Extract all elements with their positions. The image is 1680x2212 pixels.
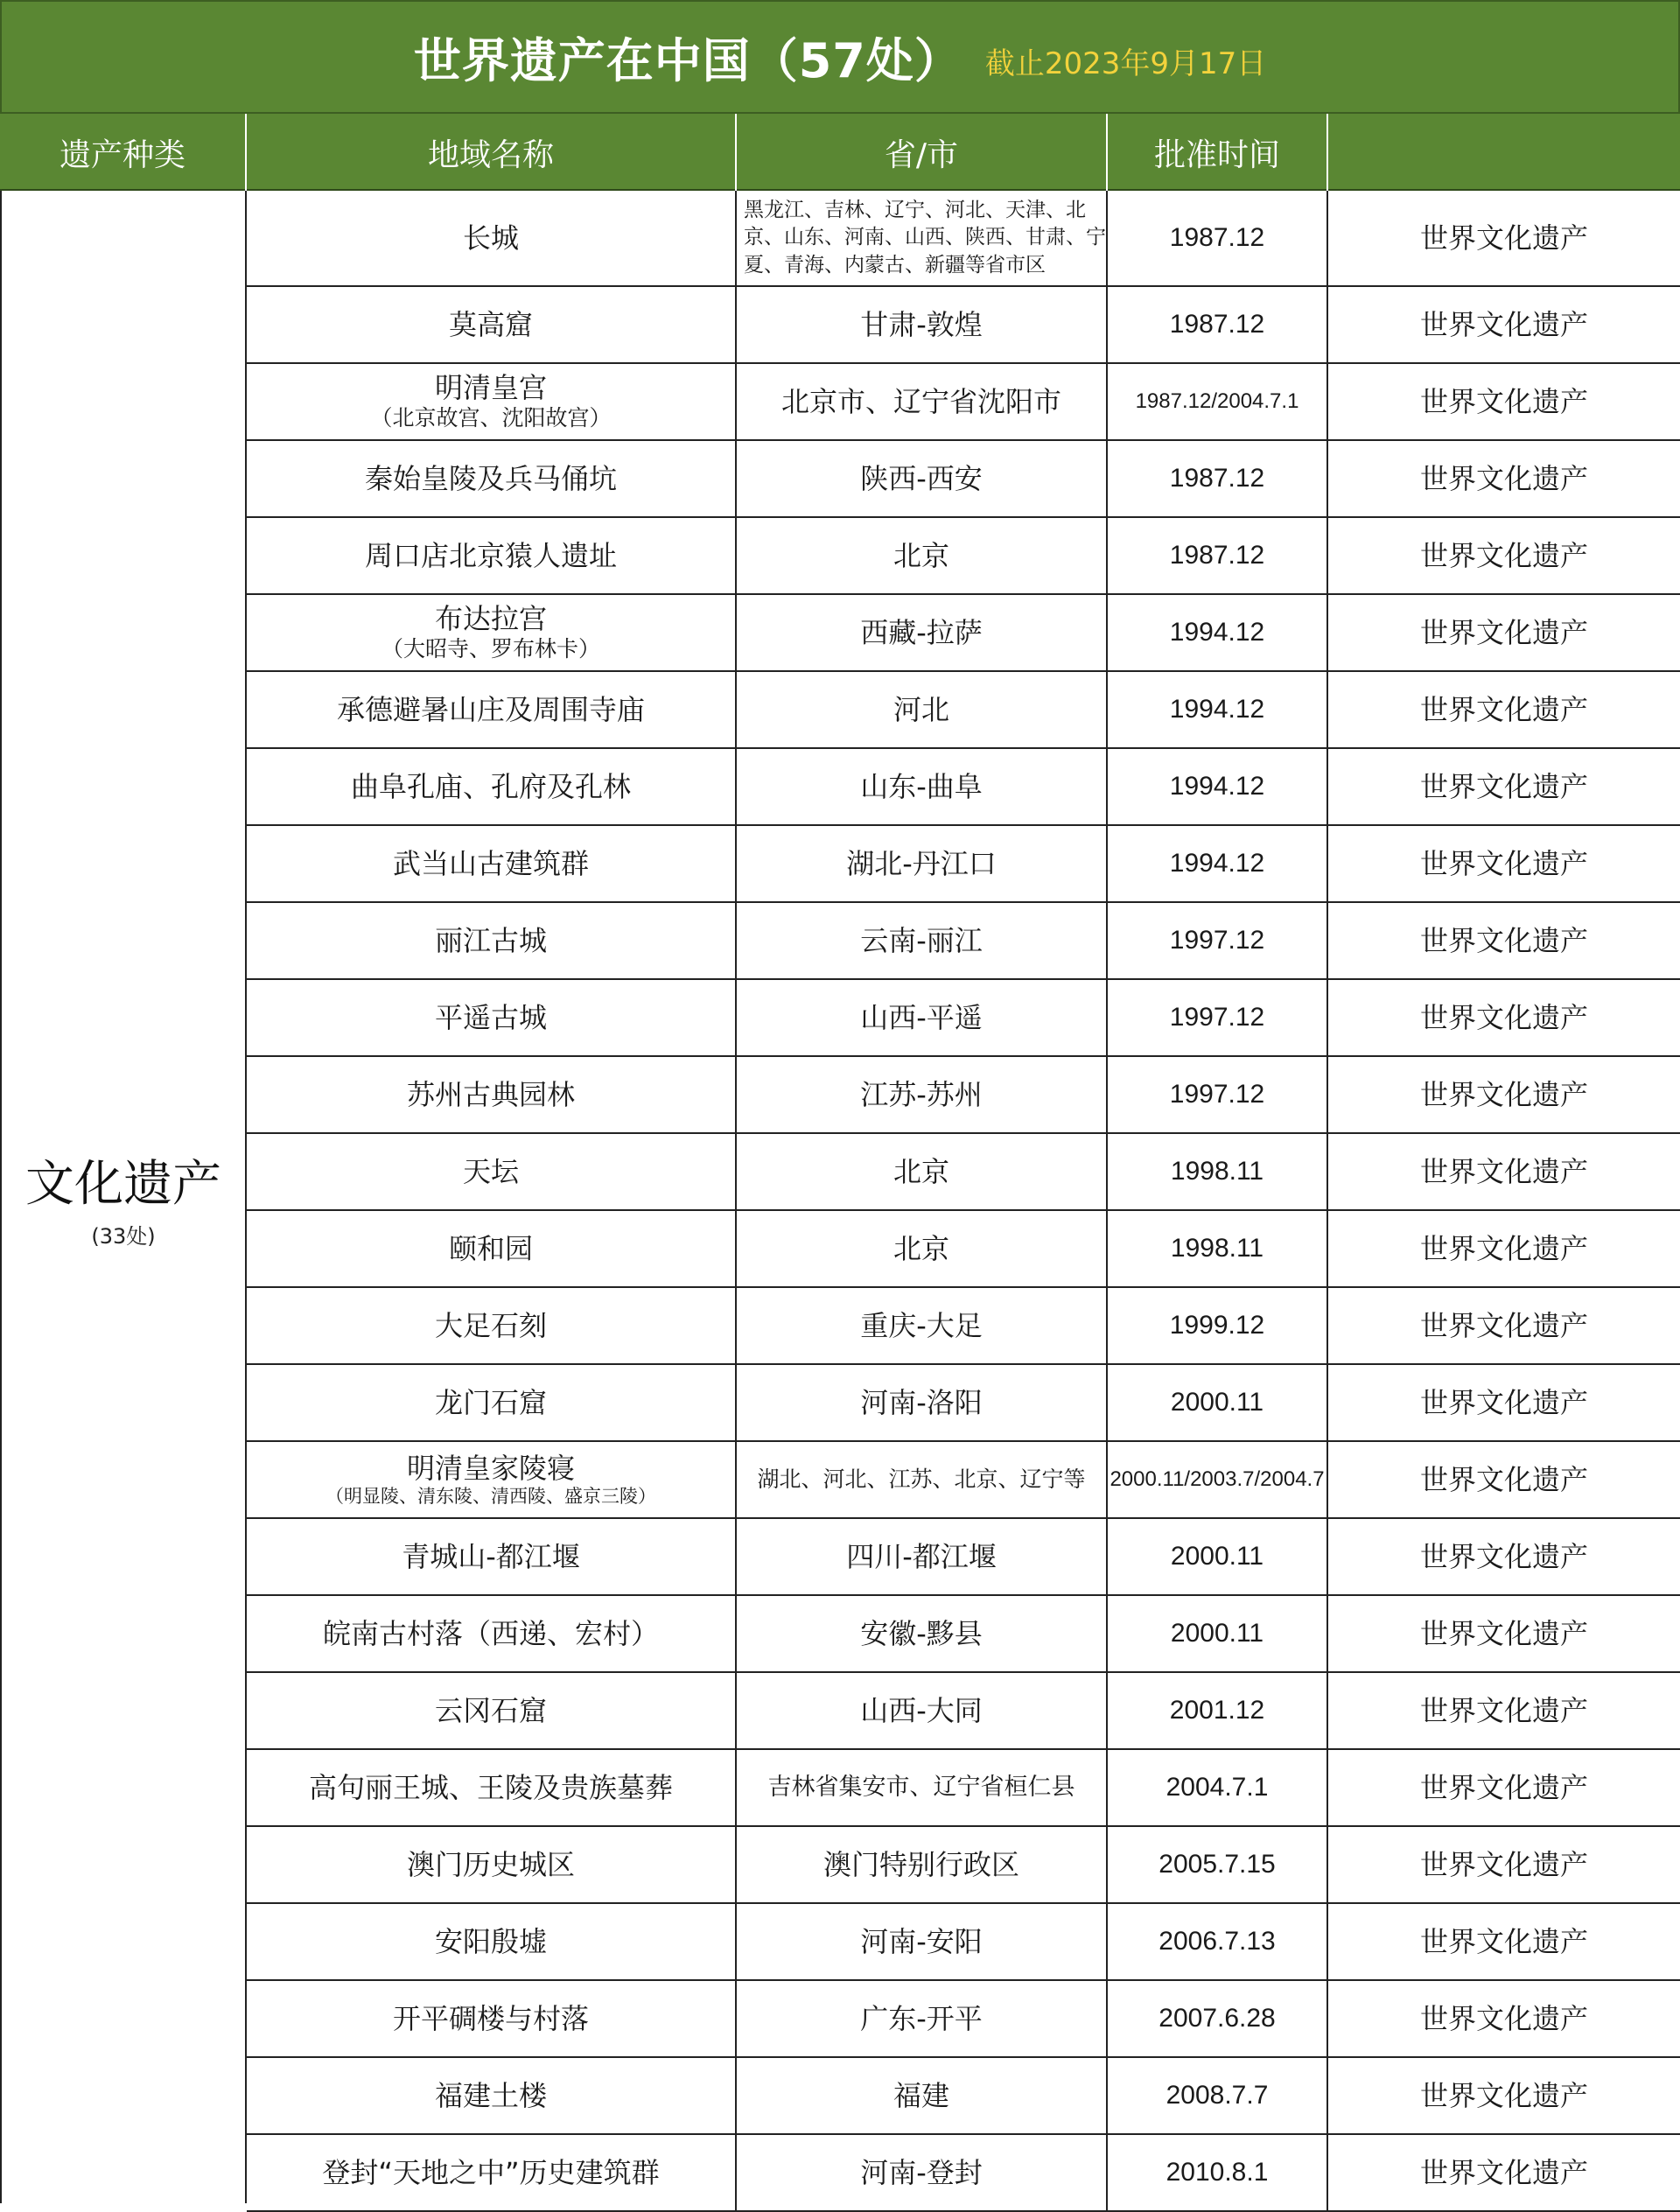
approval-date: 2010.8.1: [1166, 2157, 1269, 2187]
site-name: 丽江古城: [434, 923, 547, 957]
heritage-type: 世界文化遗产: [1419, 538, 1588, 572]
approval-date: 1998.11: [1170, 1156, 1264, 1186]
heritage-type: 世界文化遗产: [1419, 1154, 1588, 1188]
province: 吉林省集安市、辽宁省桓仁县: [767, 1774, 1075, 1802]
heritage-type: 世界文化遗产: [1419, 769, 1588, 803]
site-name-cell: [247, 191, 737, 285]
table-row: [247, 595, 1680, 672]
heritage-type: 世界文化遗产: [1419, 692, 1588, 726]
table-row: [247, 518, 1680, 595]
site-subname: （明显陵、清东陵、清西陵、盛京三陵）: [326, 1486, 656, 1508]
approval-date: 2001.12: [1169, 1695, 1265, 1725]
heritage-type: 世界文化遗产: [1419, 2001, 1588, 2035]
province: 西藏-拉萨: [860, 615, 983, 649]
site-name: 登封“天地之中”历史建筑群: [322, 2155, 660, 2189]
heritage-table: [247, 191, 1680, 2212]
province: 北京: [892, 538, 949, 572]
province: 河北: [892, 692, 949, 726]
type-cell: [1328, 191, 1680, 285]
category-name: 文化遗产: [25, 1155, 221, 1213]
table-row: [247, 1827, 1680, 1904]
heritage-type: 世界文化遗产: [1419, 1308, 1588, 1342]
heritage-type: 世界文化遗产: [1419, 1385, 1588, 1419]
province: 北京市、辽宁省沈阳市: [780, 384, 1061, 418]
date-cell: [1108, 191, 1328, 285]
category-cell: [0, 191, 247, 2203]
approval-date: 1994.12: [1169, 617, 1265, 647]
table-row: [247, 287, 1680, 364]
table-row: [247, 672, 1680, 749]
site-name: 龙门石窟: [434, 1385, 547, 1419]
site-name: 天坛: [462, 1154, 519, 1188]
approval-date: 2005.7.15: [1158, 1849, 1276, 1879]
approval-date: 2000.11: [1170, 1618, 1264, 1648]
table-row: [247, 1134, 1680, 1211]
site-name: 安阳殷墟: [434, 1924, 547, 1958]
table-row: [247, 1981, 1680, 2058]
site-name: 长城: [462, 220, 519, 255]
site-name: 莫高窟: [448, 307, 533, 341]
province: 河南-登封: [860, 2155, 983, 2189]
site-name: 云冈石窟: [434, 1693, 547, 1727]
table-row: [247, 826, 1680, 903]
province: 云南-丽江: [860, 923, 983, 957]
approval-date: 1987.12: [1169, 463, 1265, 493]
site-name: 平遥古城: [434, 1000, 547, 1034]
province: 安徽-黟县: [860, 1616, 983, 1650]
province: 山西-大同: [860, 1693, 983, 1727]
province: 河南-安阳: [860, 1924, 983, 1958]
province: 北京: [892, 1231, 949, 1265]
site-name: 布达拉宫: [434, 602, 547, 636]
province: 黑龙江、吉林、辽宁、河北、天津、北京、山东、河南、山西、陕西、甘肃、宁夏、青海、内蒙古、新疆等省市区: [744, 199, 1106, 276]
title-bar: [0, 0, 1680, 114]
province: 陕西-西安: [860, 461, 983, 495]
approval-date: 1999.12: [1169, 1310, 1265, 1340]
site-name: 颐和园: [448, 1231, 533, 1265]
header-category: 遗产种类: [0, 114, 247, 191]
heritage-type: 世界文化遗产: [1419, 220, 1588, 255]
table-row: [247, 1904, 1680, 1981]
heritage-type: 世界文化遗产: [1419, 1539, 1588, 1573]
heritage-type: 世界文化遗产: [1419, 307, 1588, 341]
table-row: [247, 980, 1680, 1057]
province: 重庆-大足: [860, 1308, 983, 1342]
site-name: 武当山古建筑群: [392, 846, 589, 880]
table-row: [247, 1442, 1680, 1519]
approval-date: 1987.12/2004.7.1: [1135, 389, 1299, 414]
approval-date: 1994.12: [1169, 848, 1265, 878]
approval-date: 1994.12: [1169, 694, 1265, 724]
heritage-type: 世界文化遗产: [1419, 1077, 1588, 1111]
site-name: 大足石刻: [434, 1308, 547, 1342]
site-name: 秦始皇陵及兵马俑坑: [364, 461, 617, 495]
table-row: [247, 364, 1680, 441]
heritage-type: 世界文化遗产: [1419, 2155, 1588, 2189]
heritage-type: 世界文化遗产: [1419, 1693, 1588, 1727]
province: 山东-曲阜: [860, 769, 983, 803]
approval-date: 2007.6.28: [1158, 2003, 1276, 2033]
site-name: 承德避暑山庄及周围寺庙: [336, 692, 645, 726]
table-row: [247, 1365, 1680, 1442]
province: 四川-都江堰: [846, 1539, 997, 1573]
approval-date: 2000.11: [1170, 1387, 1264, 1417]
approval-date: 1987.12: [1169, 222, 1265, 252]
site-name: 高句丽王城、王陵及贵族墓葬: [308, 1770, 673, 1804]
heritage-type: 世界文化遗产: [1419, 923, 1588, 957]
table-row: [247, 903, 1680, 980]
province: 河南-洛阳: [860, 1385, 983, 1419]
table-row: [247, 1211, 1680, 1288]
site-name: 曲阜孔庙、孔府及孔林: [350, 769, 631, 803]
province: 山西-平遥: [860, 1000, 983, 1034]
province: 福建: [892, 2078, 949, 2112]
heritage-type: 世界文化遗产: [1419, 1231, 1588, 1265]
approval-date: 1987.12: [1169, 540, 1265, 570]
site-subname: （大昭寺、罗布林卡）: [381, 636, 600, 662]
approval-date: 2008.7.7: [1166, 2080, 1269, 2110]
province: 澳门特别行政区: [822, 1847, 1019, 1881]
heritage-type: 世界文化遗产: [1419, 1616, 1588, 1650]
table-row: [247, 441, 1680, 518]
site-name: 周口店北京猿人遗址: [364, 538, 617, 572]
table-row: [247, 1057, 1680, 1134]
approval-date: 1987.12: [1169, 309, 1265, 339]
province: 广东-开平: [860, 2001, 983, 2035]
approval-date: 1997.12: [1169, 925, 1265, 955]
heritage-type: 世界文化遗产: [1419, 615, 1588, 649]
province: 江苏-苏州: [860, 1077, 983, 1111]
province: 湖北-丹江口: [846, 846, 997, 880]
header-type: [1328, 114, 1680, 191]
approval-date: 1997.12: [1169, 1002, 1265, 1032]
province: 北京: [892, 1154, 949, 1188]
table-row: [247, 1596, 1680, 1673]
header-site-name: 地域名称: [247, 114, 737, 191]
approval-date: 1994.12: [1169, 771, 1265, 801]
site-subname: （北京故宫、沈阳故宫）: [370, 405, 612, 431]
cutoff-date: 截止2023年9月17日: [984, 46, 1267, 81]
header-province: 省/市: [737, 114, 1108, 191]
site-name: 福建土楼: [434, 2078, 547, 2112]
page-title: 世界遗产在中国（57处）: [413, 32, 962, 88]
province: 甘肃-敦煌: [860, 307, 983, 341]
site-name: 明清皇宫: [434, 371, 547, 405]
table-row: [247, 2058, 1680, 2135]
site-name: 开平碉楼与村落: [392, 2001, 589, 2035]
table-row: [247, 749, 1680, 826]
approval-date: 1997.12: [1169, 1079, 1265, 1109]
province-cell: [737, 191, 1108, 285]
site-name: 苏州古典园林: [406, 1077, 575, 1111]
approval-date: 2000.11: [1170, 1541, 1264, 1571]
heritage-type: 世界文化遗产: [1419, 461, 1588, 495]
heritage-type: 世界文化遗产: [1419, 1924, 1588, 1958]
approval-date: 1998.11: [1170, 1233, 1264, 1263]
table-row: [247, 2135, 1680, 2212]
approval-date: 2004.7.1: [1166, 1772, 1269, 1802]
heritage-type: 世界文化遗产: [1419, 384, 1588, 418]
approval-date: 2006.7.13: [1158, 1926, 1276, 1956]
table-row: [247, 1519, 1680, 1596]
header-approval-date: 批准时间: [1108, 114, 1328, 191]
table-header: [0, 114, 1680, 191]
heritage-type: 世界文化遗产: [1419, 846, 1588, 880]
province: 湖北、河北、江苏、北京、辽宁等: [757, 1466, 1086, 1492]
site-name: 皖南古村落（西递、宏村）: [322, 1616, 659, 1650]
heritage-type: 世界文化遗产: [1419, 2078, 1588, 2112]
heritage-type: 世界文化遗产: [1419, 1000, 1588, 1034]
table-row: [247, 1288, 1680, 1365]
table-row: [247, 1673, 1680, 1750]
heritage-type: 世界文化遗产: [1419, 1847, 1588, 1881]
approval-date: 2000.11/2003.7/2004.7: [1110, 1467, 1325, 1492]
site-name: 澳门历史城区: [406, 1847, 575, 1881]
table-row: [247, 191, 1680, 287]
site-name: 青城山-都江堰: [402, 1539, 580, 1573]
category-count: (33处): [91, 1223, 156, 1249]
heritage-type: 世界文化遗产: [1419, 1462, 1588, 1496]
heritage-type: 世界文化遗产: [1419, 1770, 1588, 1804]
site-name: 明清皇家陵寝: [406, 1451, 575, 1485]
table-row: [247, 1750, 1680, 1827]
